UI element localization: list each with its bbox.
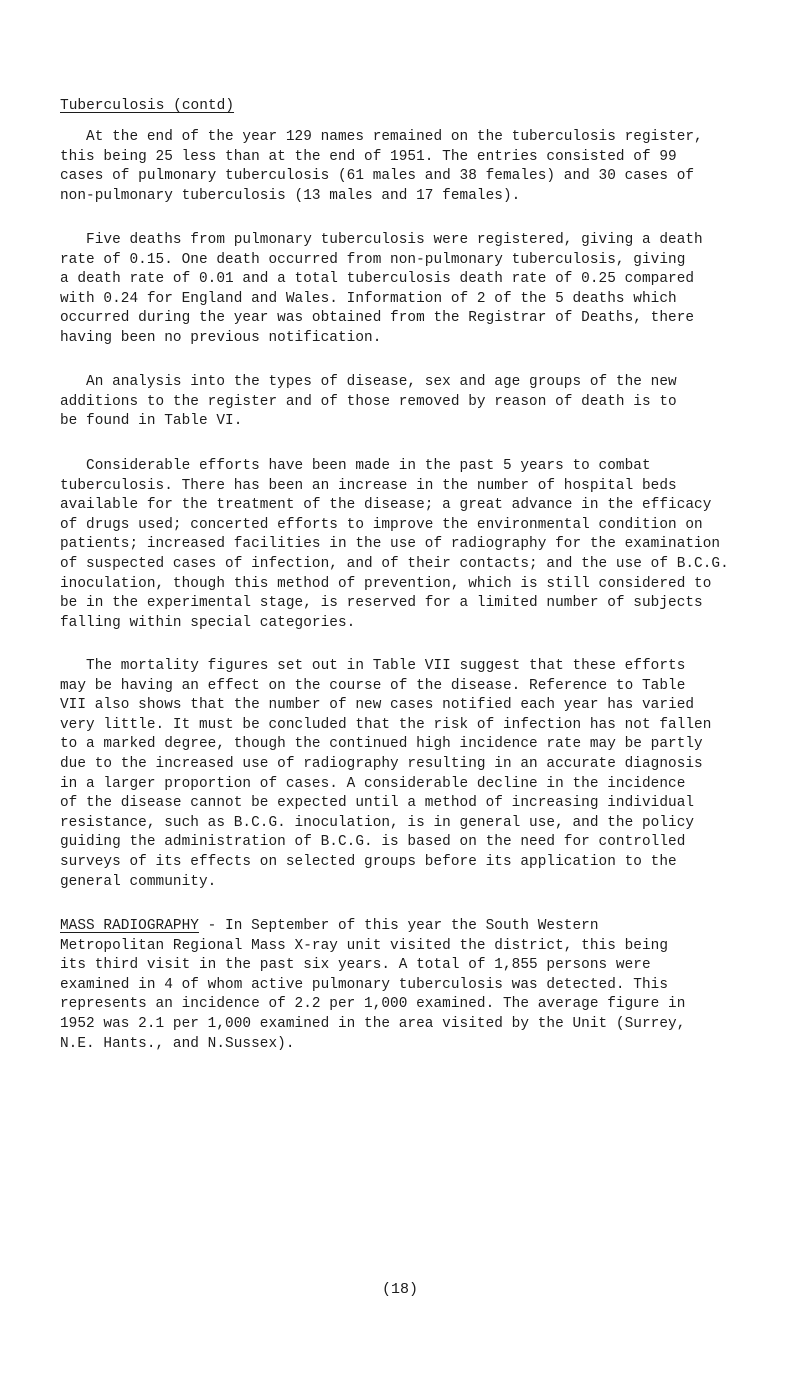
text-line: may be having an effect on the course of the disease. Reference to Table — [60, 677, 686, 694]
text-line — [60, 917, 760, 937]
text-line: having been no previous notification. — [60, 329, 382, 346]
text-line: occurred during the year was obtained from the Registrar of Deaths, there — [60, 310, 695, 327]
text-line: tuberculosis. There has been an increase in the number of hospital beds — [60, 477, 677, 494]
text-line: inoculation, though this method of prevention, which is still considered to — [60, 575, 712, 592]
text-line: a death rate of 0.01 and a total tuberculosis death rate of 0.25 compared — [60, 271, 695, 288]
text-line: cases of pulmonary tuberculosis (61 males and 38 females) and 30 cases of — [60, 168, 695, 185]
text-line: very little. It must be concluded that the risk of infection has not fallen — [60, 716, 712, 733]
paragraph-analysis — [60, 373, 760, 432]
text-line: examined in 4 of whom active pulmonary tuberculosis was detected. This — [60, 976, 669, 993]
text-line: with 0.24 for England and Wales. Information of 2 of the 5 deaths which — [60, 290, 677, 307]
text-line: N.E. Hants., and N.Sussex). — [60, 1035, 295, 1052]
text-line: of the disease cannot be expected until a method of increasing individual — [60, 795, 695, 812]
page-number: (18) — [381, 1281, 418, 1298]
text-line: 1952 was 2.1 per 1,000 examined in the area visited by the Unit (Surrey, — [60, 1015, 686, 1032]
text-line: general community. — [60, 873, 217, 890]
text-line: be found in Table VI. — [60, 413, 243, 430]
text-line: Five deaths from pulmonary tuberculosis were registered, giving a death — [60, 232, 703, 248]
text-line: Metropolitan Regional Mass X-ray unit visited the district, this being — [60, 937, 669, 954]
text-line: rate of 0.15. One death occurred from non-pulmonary tuberculosis, giving — [60, 251, 686, 268]
text-line: this being 25 less than at the end of 1951. The entries consisted of 99 — [60, 148, 677, 165]
paragraph-mass-radiography — [60, 917, 760, 1054]
text-line: An analysis into the types of disease, sex and age groups of the new — [60, 374, 677, 390]
text-line: guiding the administration of B.C.G. is based on the need for controlled — [60, 834, 686, 851]
text-line: At the end of the year 129 names remained on the tuberculosis register, — [60, 129, 703, 145]
subheading-continuation: - In September of this year the South Western — [198, 918, 599, 934]
paragraph-efforts — [60, 457, 760, 633]
text-line: be in the experimental stage, is reserved for a limited number of subjects — [60, 595, 703, 612]
paragraph-mortality — [60, 657, 760, 892]
paragraph-register — [60, 128, 760, 206]
text-line: represents an incidence of 2.2 per 1,000 examined. The average figure in — [60, 996, 686, 1013]
paragraph-deaths — [60, 231, 760, 349]
text-line: falling within special categories. — [60, 614, 356, 631]
text-line: resistance, such as B.C.G. inoculation, is in general use, and the policy — [60, 814, 695, 831]
text-line: in a larger proportion of cases. A considerable decline in the incidence — [60, 775, 686, 792]
text-line: due to the increased use of radiography resulting in an accurate diagnosis — [60, 755, 703, 772]
text-line: of suspected cases of infection, and of their contacts; and the use of B.C.G. — [60, 555, 729, 572]
text-line: patients; increased facilities in the use of radiography for the examination — [60, 536, 721, 553]
text-line: The mortality figures set out in Table VII suggest that these efforts — [60, 658, 686, 674]
text-line: non-pulmonary tuberculosis (13 males and 17 females). — [60, 187, 521, 204]
text-line: to a marked degree, though the continued high incidence rate may be partly — [60, 736, 703, 753]
text-line: of drugs used; concerted efforts to improve the environmental condition on — [60, 516, 703, 533]
text-line: VII also shows that the number of new cases notified each year has varied — [60, 697, 695, 714]
text-line: its third visit in the past six years. A total of 1,855 persons were — [60, 957, 651, 974]
section-heading: Tuberculosis (contd) — [60, 98, 235, 114]
text-line: surveys of its effects on selected groups before its application to the — [60, 853, 677, 870]
mass-radiography-subheading: MASS RADIOGRAPHY — [60, 918, 199, 934]
text-line: available for the treatment of the disease; a great advance in the efficacy — [60, 497, 712, 514]
text-line: Considerable efforts have been made in the past 5 years to combat — [60, 458, 651, 474]
text-line: additions to the register and of those removed by reason of death is to — [60, 393, 677, 410]
